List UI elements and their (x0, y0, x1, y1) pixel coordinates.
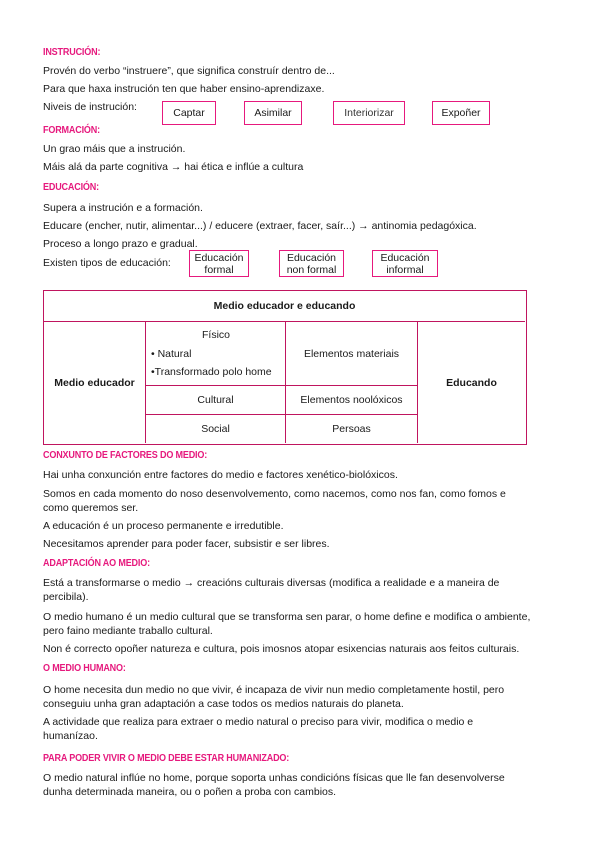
text-line: Non é correcto opoñer natureza e cultura, pois imosnos atopar esixencias naturais aos feitos culturais. (43, 643, 520, 655)
cell-fisico-item: • Natural (151, 348, 192, 360)
cell-social: Social (146, 415, 286, 443)
text-line: Niveis de instrución: (43, 101, 137, 113)
type-box-line: Educación (194, 251, 244, 264)
type-box-line: Educación (380, 251, 430, 264)
text-line: O medio natural inflúe no home, porque soporta unhas condicións físicas que lle fan desenvolverse (43, 772, 505, 784)
text-line: Un grao máis que a instrución. (43, 143, 186, 155)
text-line: O home necesita dun medio no que vivir, é incapaza de vivir nun medio completamente hostil, pero (43, 684, 505, 696)
text-line: Educare (encher, nutir, alimentar...) / educere (extraer, facer, saír...) → antinomia pedagóxica. (43, 220, 477, 232)
cell-elementos-noologicos: Elementos noolóxicos (286, 386, 417, 415)
type-box-line: Educación (286, 251, 337, 264)
text-line: Para que haxa instrución ten que haber ensino-aprendizaxe. (43, 83, 325, 95)
text-line: A educación é un proceso permanente e irredutible. (43, 520, 284, 532)
text-line: Somos en cada momento do noso desenvolvemento, como nacemos, como nos fan, como fomos e (43, 488, 506, 500)
text-line: A actividade que realiza para extraer o medio natural o preciso para vivir, modifica o medio e (43, 716, 474, 728)
heading-educacion: EDUCACIÓN: (43, 181, 99, 193)
type-box-line: formal (204, 263, 234, 276)
text-line: percibila). (43, 591, 89, 603)
cell-fisico-item: •Transformado polo home (151, 366, 272, 378)
heading-adaptacion: ADAPTACIÓN AO MEDIO: (43, 557, 150, 569)
level-box-asimilar: Asimilar (244, 101, 302, 125)
type-box-non-formal (279, 250, 344, 277)
text-line: Provén do verbo “instruere”, que significa construír dentro de... (43, 65, 335, 77)
text-line: Supera a instrución e a formación. (43, 202, 203, 214)
medio-table (43, 290, 527, 445)
table-header: Medio educador e educando (44, 291, 525, 322)
type-box-formal (189, 250, 249, 277)
text-line: Proceso a longo prazo e gradual. (43, 238, 198, 250)
level-box-captar: Captar (162, 101, 216, 125)
heading-humanizado: PARA PODER VIVIR O MEDIO DEBE ESTAR HUMANIZADO: (43, 752, 290, 764)
type-box-line: informal (386, 263, 424, 276)
heading-instrucion: INSTRUCIÓN: (43, 46, 101, 58)
text-line: O medio humano é un medio cultural que se transforma sen parar, o home define e modifica o ambiente, (43, 611, 531, 623)
text-line: Está a transformarse o medio → creacións culturais diversas (modifica a realidade e a maneira de (43, 577, 500, 589)
text-line: Existen tipos de educación: (43, 257, 171, 269)
level-box-interiorizar: Interiorizar (333, 101, 405, 125)
text-line: como queremos ser. (43, 502, 139, 514)
cell-persoas: Persoas (332, 423, 371, 435)
level-box-expoñer: Expoñer (432, 101, 490, 125)
text-line: conseguiu unha gran adaptación a case todos os medios naturais do planeta. (43, 698, 404, 710)
cell-cultural: Cultural (146, 386, 286, 415)
cell-elementos-materiais: Elementos materiais (286, 322, 417, 386)
text-line: Hai unha conxunción entre factores do medio e factores xenético-biolóxicos. (43, 469, 398, 481)
type-box-informal (372, 250, 438, 277)
table-right-educando: Educando (417, 322, 525, 443)
heading-conxunto: CONXUNTO DE FACTORES DO MEDIO: (43, 449, 208, 461)
text-line: humanízao. (43, 730, 98, 742)
text-line: pero faino mediante traballo cultural. (43, 625, 213, 637)
type-box-line: non formal (286, 263, 337, 276)
cell-fisico-title: Físico (201, 329, 230, 341)
cell-fisico (146, 322, 286, 386)
table-left-medio-educador: Medio educador (44, 322, 146, 443)
heading-medio-humano: O MEDIO HUMANO: (43, 662, 126, 674)
text-line: Necesitamos aprender para poder facer, subsistir e ser libres. (43, 538, 330, 550)
text-line: Máis alá da parte cognitiva → hai ética e inflúe a cultura (43, 161, 304, 173)
text-line: dunha determinada maneira, ou o poñen a proba con cambios. (43, 786, 337, 798)
heading-formacion: FORMACIÓN: (43, 124, 100, 136)
